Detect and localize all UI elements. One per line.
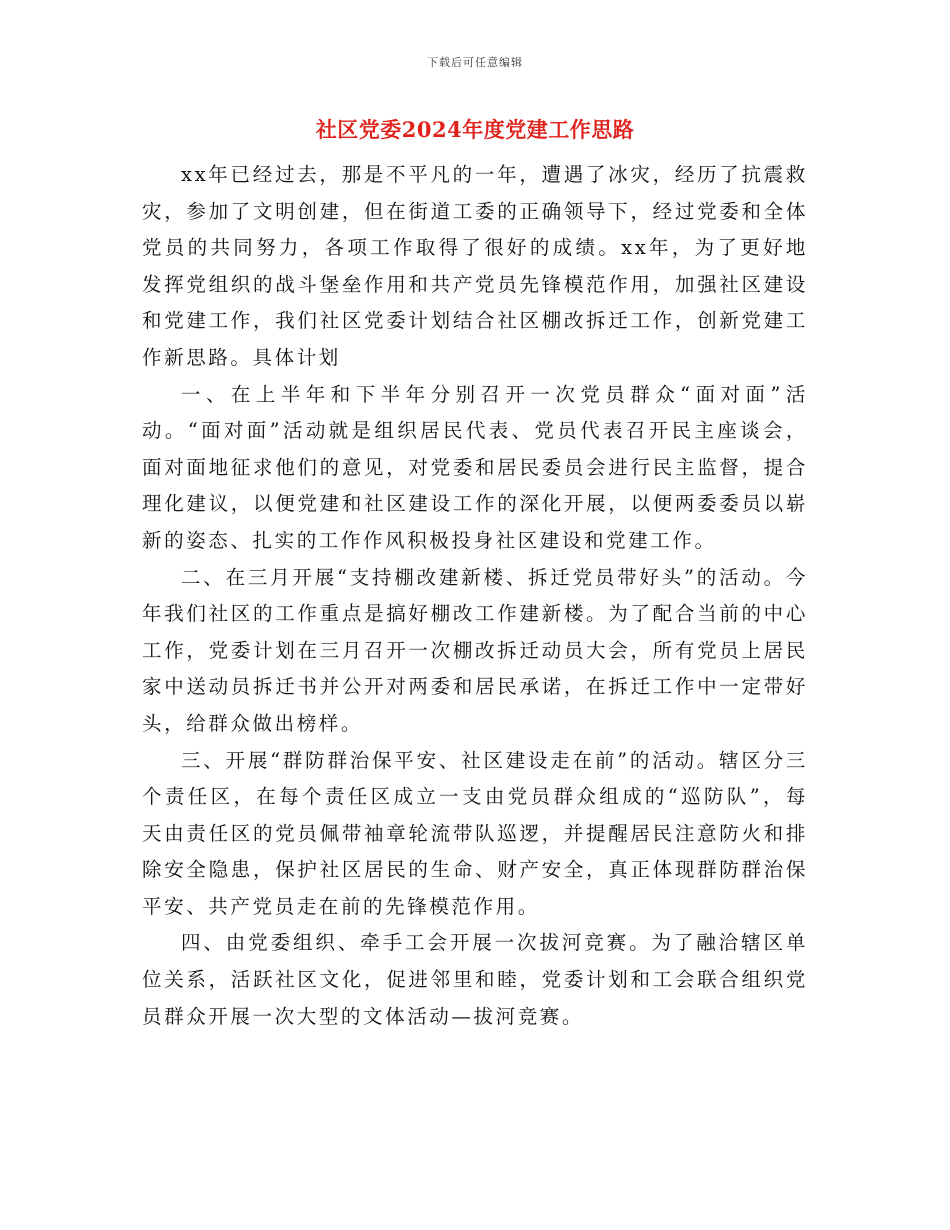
document-title: 社区党委2024年度党建工作思路 bbox=[315, 117, 635, 142]
header-note: 下载后可任意编辑 bbox=[427, 56, 523, 69]
paragraph-item-1: 一、在上半年和下半年分别召开一次党员群众“面对面”活动。“面对面”活动就是组织居民代表、党员代表召开民主座谈会，面对面地征求他们的意见，对党委和居民委员会进行民主监督，提合理化建议，以便党建和社区建设工作的深化开展，以便两委委员以崭新的姿态、扎实的工作作风积极投身社区建设和党建工作。 bbox=[142, 382, 808, 552]
document-body bbox=[142, 157, 808, 1035]
paragraph-intro: xx年已经过去，那是不平凡的一年，遭遇了冰灾，经历了抗震救灾，参加了文明创建，但在街道工委的正确领导下，经过党委和全体党员的共同努力，各项工作取得了很好的成绩。xx年，为了更好地发挥党组织的战斗堡垒作用和共产党员先锋模范作用，加强社区建设和党建工作，我们社区党委计划结合社区棚改拆迁工作，创新党建工作新思路。具体计划 bbox=[142, 163, 808, 369]
paragraph-item-2: 二、在三月开展“支持棚改建新楼、拆迁党员带好头”的活动。今年我们社区的工作重点是搞好棚改工作建新楼。为了配合当前的中心工作，党委计划在三月召开一次棚改拆迁动员大会，所有党员上居民家中送动员拆迁书并公开对两委和居民承诺，在拆迁工作中一定带好头，给群众做出榜样。 bbox=[142, 565, 808, 735]
paragraph-item-3: 三、开展“群防群治保平安、社区建设走在前”的活动。辖区分三个责任区，在每个责任区成立一支由党员群众组成的“巡防队”，每天由责任区的党员佩带袖章轮流带队巡逻，并提醒居民注意防火和排除安全隐患，保护社区居民的生命、财产安全，真正体现群防群治保平安、共产党员走在前的先锋模范作用。 bbox=[142, 748, 808, 918]
paragraph-item-4: 四、由党委组织、牵手工会开展一次拔河竞赛。为了融洽辖区单位关系，活跃社区文化，促进邻里和睦，党委计划和工会联合组织党员群众开展一次大型的文体活动—拔河竞赛。 bbox=[142, 931, 808, 1028]
